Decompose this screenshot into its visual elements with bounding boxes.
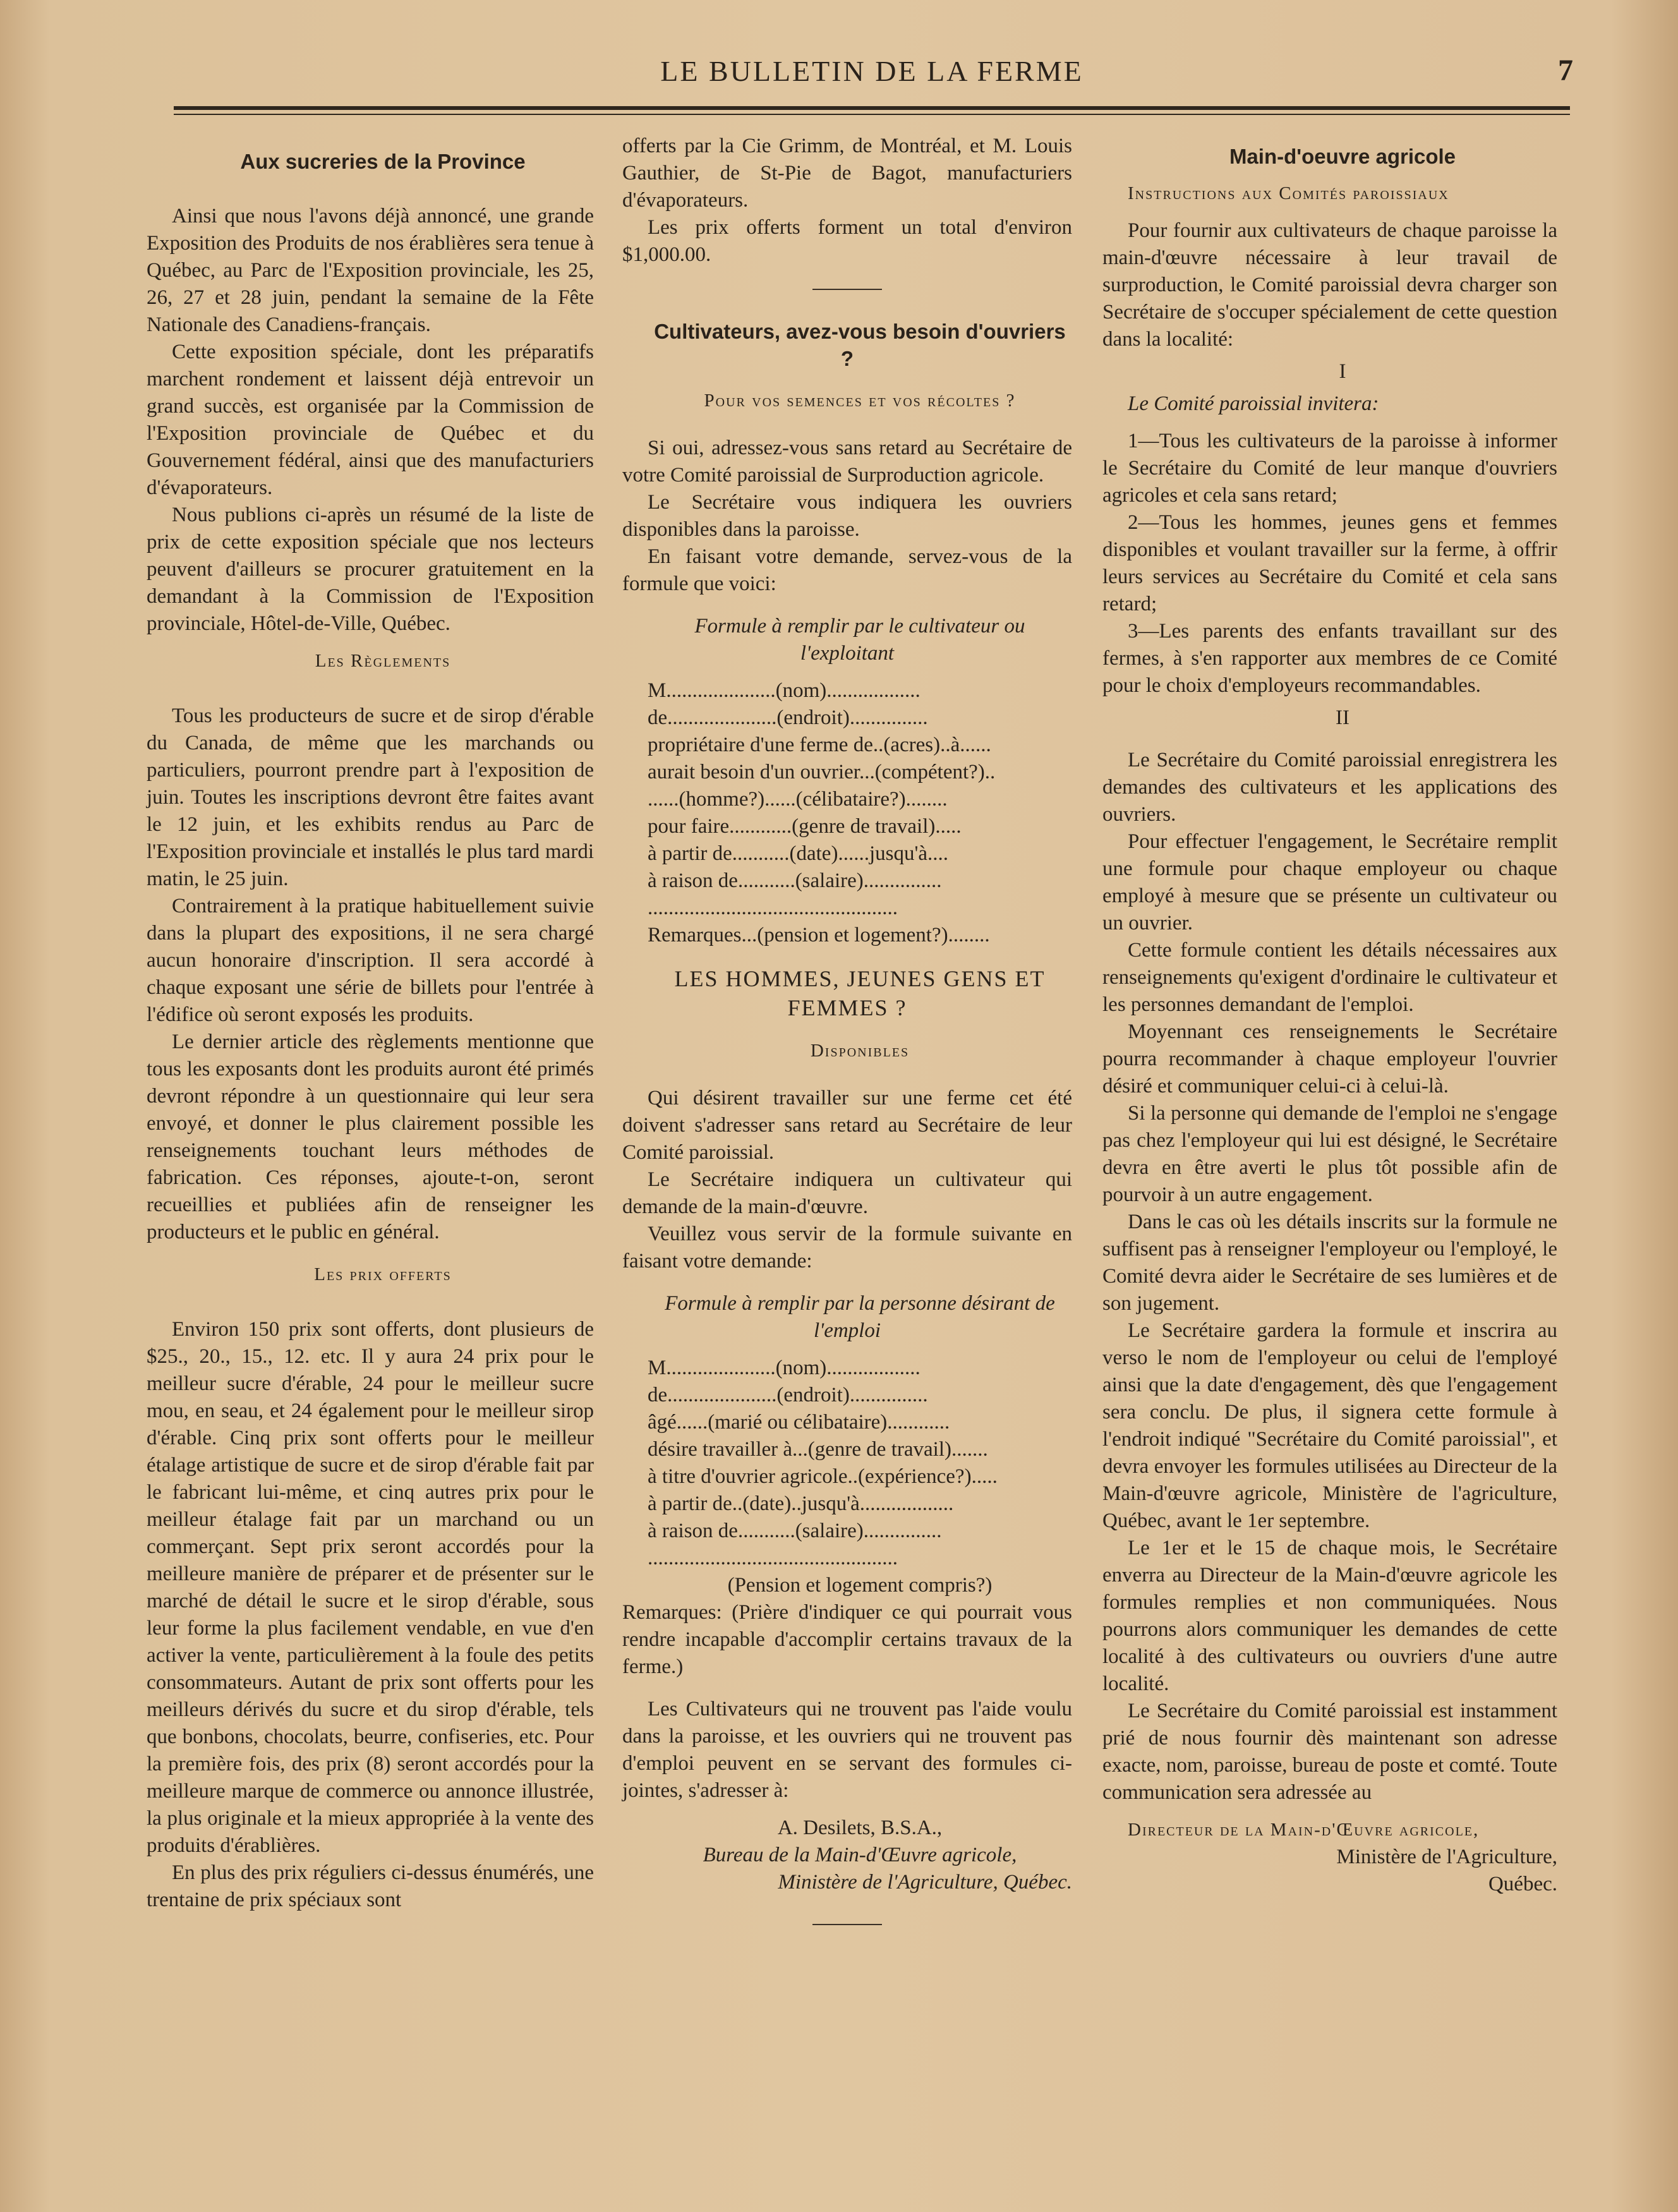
column-2 — [622, 133, 1072, 1925]
section-divider — [812, 1924, 882, 1925]
form-line: âgé......(marié ou célibataire)............ — [648, 1411, 950, 1434]
paragraph: 1—Tous les cultivateurs de la paroisse à informer le Secrétaire du Comité de leur manque d'ouvriers agricoles et cela sans retard; — [1102, 430, 1557, 507]
form-line: M.....................(nom).................. — [648, 679, 920, 702]
form-line: ................................................ — [648, 1547, 898, 1569]
form-line: pour faire............(genre de travail)..... — [648, 815, 962, 838]
form-pension-note: (Pension et logement compris?) — [727, 1574, 993, 1597]
paragraph: Si oui, adressez-vous sans retard au Secrétaire de votre Comité paroissial de Surproduction agricole. — [622, 437, 1072, 487]
paragraph: Le Secrétaire vous indiquera les ouvriers disponibles dans la paroisse. — [622, 491, 1072, 541]
address-director: Directeur de la Main-d'Œuvre agricole, — [1128, 1820, 1480, 1840]
paragraph: Le Secrétaire indiquera un cultivateur qui demande de la main-d'œuvre. — [622, 1168, 1072, 1218]
form-line: ......(homme?)......(célibataire?)........ — [648, 788, 948, 811]
form-line: à titre d'ouvrier agricole..(expérience?)..... — [648, 1465, 998, 1488]
signature-name: A. Desilets, B.S.A., — [777, 1816, 943, 1839]
paragraph: 3—Les parents des enfants travaillant sur des fermes, à s'en rapporter aux membres de ce Comité pour le choix d'employeurs recommandables. — [1102, 620, 1557, 697]
subheading-invitera: Le Comité paroissial invitera: — [1128, 392, 1379, 415]
address-ministry: Ministère de l'Agriculture, — [1336, 1846, 1557, 1868]
form-line: ................................................ — [648, 897, 898, 919]
form-line: aurait besoin d'un ouvrier...(compétent?).. — [648, 761, 996, 783]
paragraph: Le Secrétaire gardera la formule et inscrira au verso le nom de l'employeur ou celui de l'employé ainsi que la date d'engagement, dès que l'engagement sera conclu. De plus, il signera cette formule à l'endroit indiqué "Secrétaire du Comité paroissial", et devra envoyer les formules utilisées au Directeur de la Main-d'œuvre agricole, Ministère de l'agriculture, Québec, avant le 1er septembre. — [1102, 1319, 1557, 1532]
paragraph: Nous publions ci-après un résumé de la liste de prix de cette exposition spéciale que nos lecteurs peuvent d'ailleurs se procurer gratuitement en la demandant à la Commission de l'Exposition provinciale, Hôtel-de-Ville, Québec. — [147, 504, 594, 635]
signature-ministry: Ministère de l'Agriculture, Québec. — [778, 1871, 1072, 1894]
paragraph: Dans le cas où les détails inscrits sur la formule ne suffisent pas à renseigner l'employeur ou l'employé, le Comité devra aider le Secrétaire de ses lumières et de son jugement. — [1102, 1211, 1557, 1315]
heading-disponibles: Disponibles — [810, 1041, 910, 1061]
paragraph: Cette exposition spéciale, dont les préparatifs marchent rondement et laissent déjà entrevoir un grand succès, est organisée par la Commission de l'Exposition provinciale de Québec et du Gouvernement fédéral, ainsi que des manufacturiers d'évaporateurs. — [147, 341, 594, 499]
form-line: à raison de...........(salaire)............... — [648, 1520, 942, 1542]
roman-numeral-i: I — [1339, 360, 1346, 383]
paragraph: Les Cultivateurs qui ne trouvent pas l'aide voulu dans la paroisse, et les ouvriers qui ne trouvent pas d'emploi peuvent en se servant des formules ci-jointes, s'adresser à: — [622, 1698, 1072, 1802]
form-line: de.....................(endroit)............... — [648, 706, 928, 729]
paragraph: Pour effectuer l'engagement, le Secrétaire remplit une formule pour chaque employeur ou chaque employé à mesure que se présente un cultivateur ou un ouvrier. — [1102, 830, 1557, 934]
paragraph: Le 1er et le 15 de chaque mois, le Secrétaire enverra au Directeur de la Main-d'œuvre agricole les formules remplies et non communiquées. Nous pourrons alors communiquer les demandes de cette localité à des cultivateurs ou ouvriers d'une autre localité. — [1102, 1537, 1557, 1695]
form-title-cultivateur: Formule à remplir par le cultivateur ou l'exploitant — [694, 615, 1025, 665]
heading-hommes-jeunes-gens: LES HOMMES, JEUNES GENS ET FEMMES ? — [674, 966, 1046, 1020]
form-line: à partir de...........(date)......jusqu'à.... — [648, 842, 949, 865]
paragraph: Tous les producteurs de sucre et de sirop d'érable du Canada, de même que les marchands ou particuliers, pourront prendre part à l'exposition de juin. Toutes les inscriptions devront être faites avant le 12 juin, et les exhibits rendus au Parc de l'Exposition provinciale et installés le plus tard mardi matin, le 25 juin. — [147, 704, 594, 890]
paragraph: Les prix offerts forment un total d'environ $1,000.00. — [622, 216, 1072, 266]
paragraph: Moyennant ces renseignements le Secrétaire pourra recommander à chaque employeur l'ouvrier désiré et communiquer celui-ci à celui-là. — [1102, 1020, 1557, 1097]
roman-numeral-ii: II — [1336, 706, 1349, 729]
article-title-cultivateurs: Cultivateurs, avez-vous besoin d'ouvriers ? — [654, 320, 1066, 370]
form-line: propriétaire d'une ferme de..(acres)..à...... — [648, 734, 991, 756]
page-number: 7 — [1558, 54, 1573, 87]
header-rule-thick — [174, 106, 1570, 110]
paragraph: Si la personne qui demande de l'emploi ne s'engage pas chez l'employeur qui lui est désigné, le Secrétaire devra en être averti le plus tôt possible afin de pourvoir à un autre engagement. — [1102, 1102, 1557, 1206]
signature-office: Bureau de la Main-d'Œuvre agricole, — [703, 1844, 1017, 1866]
article-subtitle: Pour vos semences et vos récoltes ? — [704, 390, 1016, 411]
page-header — [171, 51, 1573, 95]
paragraph-continued: offerts par la Cie Grimm, de Montréal, et M. Louis Gauthier, de St-Pie de Bagot, manufacturiers d'évaporateurs. — [622, 135, 1072, 212]
form-line: désire travailler à...(genre de travail)....... — [648, 1438, 988, 1461]
form-title-employe: Formule à remplir par la personne désirant de l'emploi — [665, 1292, 1055, 1342]
paragraph: 2—Tous les hommes, jeunes gens et femmes disponibles et voulant travailler sur la ferme, à offrir leurs services au Secrétaire du Comité et cela sans retard; — [1102, 511, 1557, 615]
header-rule-thin — [174, 114, 1570, 115]
paragraph: Cette formule contient les détails nécessaires aux renseignements qu'exigent d'ordinaire le cultivateur et les personnes demandant de l'emploi. — [1102, 939, 1557, 1016]
paragraph: Le Secrétaire du Comité paroissial enregistrera les demandes des cultivateurs et les applications des ouvriers. — [1102, 749, 1557, 826]
section-heading-reglements: Les Règlements — [315, 651, 451, 671]
column-3 — [1102, 133, 1557, 1898]
paragraph: Environ 150 prix sont offerts, dont plusieurs de $25., 20., 15., 12. etc. Il y aura 24 prix pour le meilleur sucre d'érable, 24 pour le meilleur sucre mou, en seau, et 24 également pour le meilleur sirop d'érable. Cinq prix sont offerts pour le meilleur étalage artistique de sucre et de sirop d'érable fait par le fabricant lui-même, et cinq autres prix pour le meilleur étalage fait par un marchand ou un commerçant. Sept prix seront accordés pour la meilleure manière de préparer et de présenter sur le marché de détail le sucre et le sirop d'érable, sous leur forme la plus facilement vendable, en vue d'en activer la vente, particulièrement à la foule des petits consommateurs. Autant de prix sont offerts pour les meilleurs dérivés du sucre et du sirop d'érable, tels que bonbons, chocolats, beurre, confiseries, etc. Pour la première fois, des prix (8) seront accordés pour la meilleure marque de commerce ou annonce illustrée, la plus originale et la mieux appropriée à la vente des produits d'érablières. — [147, 1318, 594, 1857]
form-remarques: Remarques: (Prière d'indiquer ce qui pourrait vous rendre incapable d'accomplir certains travaux de la ferme.) — [622, 1601, 1072, 1678]
form-line: à raison de...........(salaire)............... — [648, 869, 942, 892]
paragraph: Pour fournir aux cultivateurs de chaque paroisse la main-d'œuvre nécessaire à leur travail de surproduction, le Comité paroissial devra charger son Secrétaire de s'occuper spécialement de cette question dans la localité: — [1102, 219, 1557, 351]
section-heading-prix: Les prix offerts — [314, 1264, 452, 1284]
article-title-main-doeuvre: Main-d'oeuvre agricole — [1229, 145, 1456, 168]
paragraph: Le Secrétaire du Comité paroissial est instamment prié de nous fournir dès maintenant son adresse exacte, nom, paroisse, bureau de poste et comté. Toute communication sera adressée au — [1102, 1700, 1557, 1804]
form-line: à partir de..(date)..jusqu'à.................. — [648, 1492, 954, 1515]
paragraph: Le dernier article des règlements mentionne que tous les exposants dont les produits auront été primés devront répondre à un questionnaire qui leur sera envoyé, et donner le plus clairement possible les renseignements touchant leurs méthodes de fabrication. Ces réponses, ajoute-t-on, seront recueillies et publiées afin de renseigner les producteurs et le public en général. — [147, 1030, 594, 1243]
paragraph: En faisant votre demande, servez-vous de la formule que voici: — [622, 545, 1072, 595]
paragraph: Veuillez vous servir de la formule suivante en faisant votre demande: — [622, 1223, 1072, 1272]
paragraph: Qui désirent travailler sur une ferme cet été doivent s'adresser sans retard au Secrétaire de leur Comité paroissial. — [622, 1087, 1072, 1164]
column-1 — [147, 133, 594, 1914]
form-line: Remarques...(pension et logement?)........ — [648, 924, 990, 946]
form-line: de.....................(endroit)............... — [648, 1384, 928, 1406]
paragraph: Contrairement à la pratique habituellement suivie dans la plupart des expositions, il ne sera chargé aucun honoraire d'inscription. Il sera accordé à chaque exposant une série de billets pour l'entrée à l'édifice où seront exposés les produits. — [147, 895, 594, 1026]
paragraph: Ainsi que nous l'avons déjà annoncé, une grande Exposition des Produits de nos érablières sera tenue à Québec, au Parc de l'Exposition provinciale, les 25, 26, 27 et 28 juin, pendant la semaine de la Fête Nationale des Canadiens-français. — [147, 205, 594, 336]
form-line: M.....................(nom).................. — [648, 1357, 920, 1379]
article-subtitle-instructions: Instructions aux Comités paroissiaux — [1128, 183, 1449, 203]
address-city: Québec. — [1488, 1873, 1557, 1895]
paragraph: En plus des prix réguliers ci-dessus énumérés, une trentaine de prix spéciaux sont — [147, 1861, 594, 1911]
article-title-sucreries: Aux sucreries de la Province — [240, 150, 526, 173]
running-title: LE BULLETIN DE LA FERME — [660, 55, 1083, 87]
